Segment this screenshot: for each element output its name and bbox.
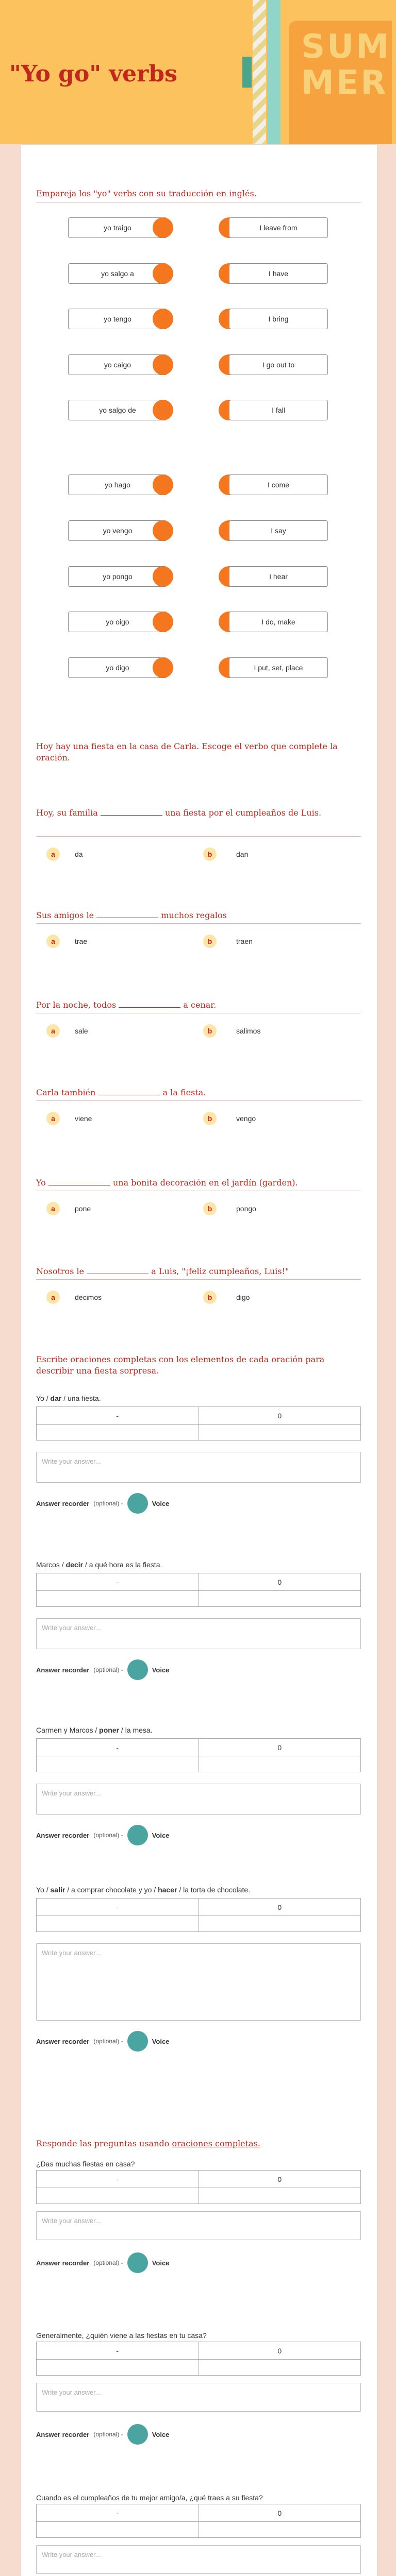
match-left-item[interactable]: yo caigo <box>68 354 167 375</box>
match-left-dot[interactable] <box>153 612 173 632</box>
question-before: Sus amigos le <box>36 910 94 920</box>
prompt-part: Marcos / <box>36 1561 66 1569</box>
prompt-part: dar <box>50 1394 62 1402</box>
prompt-part: / a qué hora es la fiesta. <box>83 1561 162 1569</box>
table-header: 0 <box>277 1743 282 1752</box>
question-after: una fiesta por el cumpleaños de Luis. <box>164 808 322 818</box>
match-left-item[interactable]: yo traigo <box>68 217 167 238</box>
table-cell[interactable] <box>199 2188 361 2204</box>
option-b-badge[interactable]: b <box>203 848 217 861</box>
option-a-text[interactable]: pone <box>75 1205 91 1213</box>
prompt-part: / la torta de chocolate. <box>177 1886 251 1894</box>
conjugation-table <box>36 2342 361 2376</box>
table-cell[interactable] <box>199 1425 361 1440</box>
table-header: - <box>37 1407 199 1424</box>
decor-stripe <box>253 0 266 144</box>
match-right-item[interactable]: I leave from <box>229 217 328 238</box>
question-text <box>36 910 356 921</box>
divider <box>36 923 361 924</box>
match-left-dot[interactable] <box>153 566 173 587</box>
conjugation-table <box>36 1898 361 1932</box>
match-right-item[interactable]: I come <box>229 474 328 495</box>
match-left-dot[interactable] <box>153 309 173 329</box>
question-after: a la fiesta. <box>162 1088 206 1097</box>
question-prompt: Cuando es el cumpleaños de tu mejor amigo/a, ¿qué traes a su fiesta? <box>36 2494 263 2502</box>
table-cell[interactable] <box>199 1756 361 1772</box>
voice-record-button[interactable] <box>127 1825 148 1845</box>
summer-text: SUM <box>301 28 391 66</box>
table-header: 0 <box>277 2175 282 2183</box>
prompt-part: salir <box>50 1886 65 1894</box>
recorder-label: Answer recorder <box>36 1499 90 1507</box>
recorder-label: Answer recorder <box>36 1666 90 1674</box>
option-a-text[interactable]: da <box>75 850 83 858</box>
question-before: Nosotros le <box>36 1266 85 1276</box>
question-before: Yo <box>36 1178 46 1188</box>
instruction-respond <box>36 2138 260 2149</box>
match-left-item[interactable]: yo oigo <box>68 612 167 632</box>
match-right-item[interactable]: I say <box>229 520 328 541</box>
match-right-item[interactable]: I hear <box>229 566 328 587</box>
answer-input[interactable]: Write your answer... <box>36 1452 361 1483</box>
conjugation-table <box>36 2170 361 2204</box>
option-b-text[interactable]: pongo <box>236 1205 256 1213</box>
answer-input[interactable]: Write your answer... <box>36 1618 361 1649</box>
match-left-item[interactable]: yo salgo de <box>68 400 167 420</box>
recorder-optional: (optional) - <box>93 1666 123 1673</box>
sentence-prompt <box>36 1726 153 1734</box>
page-title: "Yo go" verbs <box>9 61 177 87</box>
header <box>0 0 396 144</box>
question-text <box>36 999 356 1011</box>
instruction-link: oraciones completas. <box>172 2139 260 2148</box>
table-cell[interactable] <box>37 1916 199 1931</box>
match-left-item[interactable]: yo pongo <box>68 566 167 587</box>
answer-recorder[interactable] <box>36 1493 169 1514</box>
table-cell[interactable] <box>37 2188 199 2204</box>
option-b-badge[interactable]: b <box>203 1112 217 1125</box>
question-prompt: Generalmente, ¿quién viene a las fiestas en tu casa? <box>36 2331 207 2340</box>
prompt-part: / la mesa. <box>119 1726 153 1734</box>
voice-record-button[interactable] <box>127 2031 148 2052</box>
instruction-write: Escribe oraciones completas con los elementos de cada oración para describir una fiesta sorpresa. <box>36 1354 325 1376</box>
question-text <box>36 1087 356 1098</box>
match-left-dot[interactable] <box>153 474 173 495</box>
match-left-dot[interactable] <box>153 263 173 284</box>
divider <box>36 1279 361 1280</box>
instruction-match: Empareja los "yo" verbs con su traducción en inglés. <box>36 189 257 198</box>
option-a-badge[interactable]: a <box>46 1291 60 1304</box>
instruction-text: Responde las preguntas usando <box>36 2139 172 2148</box>
divider <box>36 1100 361 1101</box>
prompt-part: decir <box>65 1561 84 1569</box>
divider <box>36 836 361 837</box>
conjugation-table <box>36 1573 361 1607</box>
match-left-dot[interactable] <box>153 354 173 375</box>
table-cell[interactable] <box>37 1756 199 1772</box>
decor-stripe <box>267 0 280 144</box>
recorder-optional: (optional) - <box>93 2259 123 2266</box>
table-header: 0 <box>277 2509 282 2517</box>
summer-text: MER <box>301 64 388 102</box>
option-a-badge[interactable]: a <box>46 1024 60 1038</box>
conjugation-table <box>36 1406 361 1440</box>
prompt-part: / a comprar chocolate y yo / <box>65 1886 158 1894</box>
prompt-part: / una fiesta. <box>61 1394 101 1402</box>
table-cell[interactable] <box>37 1591 199 1606</box>
prompt-part: Carmen y Marcos / <box>36 1726 100 1734</box>
question-before: Por la noche, todos <box>36 1000 117 1010</box>
voice-label: Voice <box>152 2037 170 2045</box>
blank-line <box>87 1267 148 1274</box>
answer-input[interactable]: Write your answer... <box>36 2383 361 2412</box>
sentence-prompt <box>36 1394 101 1402</box>
option-b-text[interactable]: traen <box>236 937 253 945</box>
answer-recorder[interactable] <box>36 1659 169 1680</box>
sentence-prompt <box>36 1886 250 1894</box>
blank-line <box>48 1178 110 1185</box>
option-b-text[interactable]: dan <box>236 850 249 858</box>
match-left-item[interactable]: yo tengo <box>68 309 167 329</box>
question-after: a Luis, "¡feliz cumpleaños, Luis!" <box>151 1266 289 1276</box>
question-after: una bonita decoración en el jardín (garden). <box>113 1178 298 1188</box>
table-header: - <box>37 2504 199 2521</box>
voice-record-button[interactable] <box>127 2252 148 2273</box>
option-b-text[interactable]: digo <box>236 1293 250 1301</box>
answer-recorder[interactable] <box>36 2424 169 2445</box>
conjugation-table <box>36 1738 361 1772</box>
conjugation-table <box>36 2504 361 2538</box>
match-left-dot[interactable] <box>153 400 173 420</box>
recorder-optional: (optional) - <box>93 2431 123 2438</box>
match-right-item[interactable]: I bring <box>229 309 328 329</box>
blank-line <box>96 911 158 918</box>
recorder-label: Answer recorder <box>36 2037 90 2045</box>
question-before: Hoy, su familia <box>36 808 98 818</box>
table-cell[interactable] <box>37 2360 199 2375</box>
match-right-item[interactable]: I do, make <box>229 612 328 632</box>
blank-line <box>119 1001 180 1008</box>
answer-input[interactable]: Write your answer... <box>36 2545 361 2574</box>
option-b-badge[interactable]: b <box>203 935 217 948</box>
voice-label: Voice <box>152 1666 170 1674</box>
match-left-dot[interactable] <box>153 657 173 678</box>
question-prompt: ¿Das muchas fiestas en casa? <box>36 2160 135 2168</box>
table-cell[interactable] <box>199 2360 361 2375</box>
answer-recorder[interactable] <box>36 2031 169 2052</box>
question-text <box>36 1266 356 1277</box>
option-b-badge[interactable]: b <box>203 1202 217 1215</box>
option-a-badge[interactable]: a <box>46 1112 60 1125</box>
answer-recorder[interactable] <box>36 1825 169 1845</box>
table-header: 0 <box>277 2346 282 2355</box>
match-right-item[interactable]: I fall <box>229 400 328 420</box>
option-a-badge[interactable]: a <box>46 1202 60 1215</box>
prompt-part: poner <box>99 1726 120 1734</box>
table-cell[interactable] <box>199 2522 361 2537</box>
table-header: - <box>37 1899 199 1916</box>
question-before: Carla también <box>36 1088 96 1097</box>
prompt-part: Yo / <box>36 1394 51 1402</box>
decor-block <box>242 57 252 88</box>
table-cell[interactable] <box>199 1591 361 1606</box>
match-right-item[interactable]: I go out to <box>229 354 328 375</box>
recorder-label: Answer recorder <box>36 2430 90 2438</box>
summer-banner <box>289 21 392 144</box>
option-a-text[interactable]: sale <box>75 1027 88 1035</box>
table-cell[interactable] <box>199 1916 361 1931</box>
instruction-choose: Hoy hay una fiesta en la casa de Carla. Escoge el verbo que complete la oración. <box>36 741 338 762</box>
option-a-text[interactable]: trae <box>75 937 88 945</box>
blank-line <box>101 808 162 816</box>
answer-recorder[interactable] <box>36 2252 169 2273</box>
voice-label: Voice <box>152 2430 170 2438</box>
table-cell[interactable] <box>37 1425 199 1440</box>
question-text <box>36 807 356 819</box>
prompt-part: Yo / <box>36 1886 51 1894</box>
table-header: 0 <box>277 1411 282 1420</box>
option-a-text[interactable]: decimos <box>75 1293 102 1301</box>
recorder-optional: (optional) - <box>93 1500 123 1507</box>
question-after: a cenar. <box>183 1000 217 1010</box>
option-a-badge[interactable]: a <box>46 935 60 948</box>
match-right-item[interactable]: I have <box>229 263 328 284</box>
option-b-badge[interactable]: b <box>203 1291 217 1304</box>
blank-line <box>98 1088 160 1095</box>
table-header: - <box>37 2171 199 2188</box>
answer-input[interactable]: Write your answer... <box>36 1943 361 2021</box>
table-cell[interactable] <box>37 2522 199 2537</box>
match-left-item[interactable]: yo hago <box>68 474 167 495</box>
answer-input[interactable]: Write your answer... <box>36 1784 361 1815</box>
table-header: - <box>37 2342 199 2359</box>
voice-record-button[interactable] <box>127 1659 148 1680</box>
option-a-badge[interactable]: a <box>46 848 60 861</box>
voice-record-button[interactable] <box>127 2424 148 2445</box>
recorder-label: Answer recorder <box>36 2259 90 2267</box>
voice-label: Voice <box>152 1831 170 1839</box>
match-left-item[interactable]: yo digo <box>68 657 167 678</box>
match-left-dot[interactable] <box>153 520 173 541</box>
question-after: muchos regalos <box>161 910 227 920</box>
sentence-prompt <box>36 1561 162 1569</box>
option-b-badge[interactable]: b <box>203 1024 217 1038</box>
table-header: 0 <box>277 1903 282 1911</box>
option-a-text[interactable]: viene <box>75 1114 92 1123</box>
option-b-text[interactable]: vengo <box>236 1114 256 1123</box>
match-left-dot[interactable] <box>153 217 173 238</box>
match-left-item[interactable]: yo vengo <box>68 520 167 541</box>
recorder-optional: (optional) - <box>93 1832 123 1839</box>
table-header: - <box>37 1573 199 1590</box>
question-text <box>36 1177 356 1189</box>
table-header: - <box>37 1739 199 1756</box>
match-left-item[interactable]: yo salgo a <box>68 263 167 284</box>
match-right-item[interactable]: I put, set, place <box>229 657 328 678</box>
prompt-part: hacer <box>158 1886 177 1894</box>
voice-record-button[interactable] <box>127 1493 148 1514</box>
voice-label: Voice <box>152 2259 170 2267</box>
recorder-label: Answer recorder <box>36 1831 90 1839</box>
answer-input[interactable]: Write your answer... <box>36 2211 361 2240</box>
table-header: 0 <box>277 1578 282 1586</box>
option-b-text[interactable]: salimos <box>236 1027 261 1035</box>
recorder-optional: (optional) - <box>93 2038 123 2045</box>
voice-label: Voice <box>152 1499 170 1507</box>
